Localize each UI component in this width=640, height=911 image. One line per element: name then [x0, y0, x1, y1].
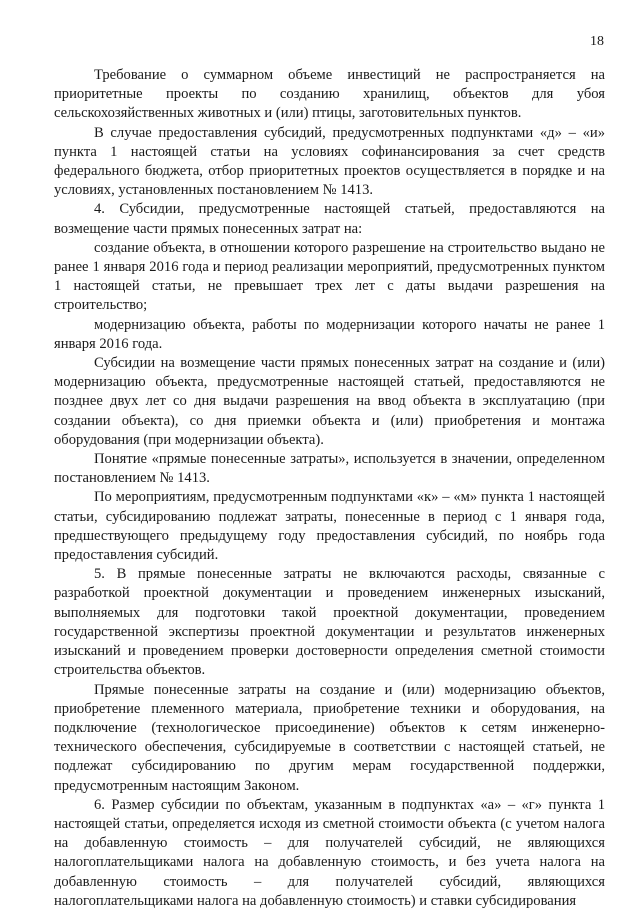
paragraph: модернизацию объекта, работы по модернизации которого начаты не ранее 1 января 2016 года.: [54, 316, 605, 352]
paragraph: Требование о суммарном объеме инвестиций не распространяется на приоритетные проекты по созданию хранилищ, объектов для убоя сельскохозяйственных животных и (или) птицы, заготовительных пунктов.: [54, 67, 605, 122]
paragraph: создание объекта, в отношении которого разрешение на строительство выдано не ранее 1 января 2016 года и период реализации мероприятий, предусмотренных пунктом 1 настоящей статьи, не превышает трех лет с даты выдачи разрешения на строительство;: [54, 239, 605, 314]
paragraph: Понятие «прямые понесенные затраты», используется в значении, определенном постановлением № 1413.: [54, 451, 605, 487]
page-number: 18: [590, 34, 604, 49]
paragraph: По мероприятиям, предусмотренным подпунктами «к» – «м» пункта 1 настоящей статьи, субсидированию подлежат затраты, понесенные в период с 1 января года, предшествующего предыдущему году предоставления субсидий, по ноябрь года предоставления субсидий.: [54, 489, 605, 564]
document-body: [54, 66, 605, 911]
paragraph: Субсидии на возмещение части прямых понесенных затрат на создание и (или) модернизацию объекта, предусмотренные настоящей статьей, предоставляются не позднее двух лет со дня выдачи разрешения на ввод объекта в эксплуатацию (при создании объекта), со дня приемки объекта и (или) приобретения и монтажа оборудования (при модернизации объекта).: [54, 355, 605, 448]
paragraph: 4. Субсидии, предусмотренные настоящей статьей, предоставляются на возмещение части прямых понесенных затрат на:: [54, 201, 605, 237]
paragraph: 6. Размер субсидии по объектам, указанным в подпунктах «а» – «г» пункта 1 настоящей статьи, определяется исходя из сметной стоимости объекта (с учетом налога на добавленную стоимость – для получателей субсидий, не являющихся налогоплательщиками налога на добавленную стоимость, и без учета налога на добавленную стоимость – для получателей субсидий, являющихся налогоплательщиками налога на добавленную стоимость) и ставки субсидирования: [54, 796, 605, 909]
paragraph: Прямые понесенные затраты на создание и (или) модернизацию объектов, приобретение племенного материала, приобретение техники и оборудования, на подключение (технологическое присоединение) объектов к сетям инженерно-технического обеспечения, субсидируемые в соответствии с настоящей статьей, не подлежат субсидированию по другим мерам государственной поддержки, предусмотренным настоящим Законом.: [54, 681, 605, 794]
paragraph: 5. В прямые понесенные затраты не включаются расходы, связанные с разработкой проектной документации и проведением инженерных изысканий, выполняемых для подготовки такой проектной документации, проведением государственной экспертизы проектной документации и результатов инженерных изысканий и проведением проверки достоверности определения сметной стоимости строительства объектов.: [54, 566, 605, 679]
paragraph: В случае предоставления субсидий, предусмотренных подпунктами «д» – «и» пункта 1 настоящей статьи на условиях софинансирования за счет средств федерального бюджета, отбор приоритетных проектов осуществляется в порядке и на условиях, установленных постановлением № 1413.: [54, 124, 605, 199]
